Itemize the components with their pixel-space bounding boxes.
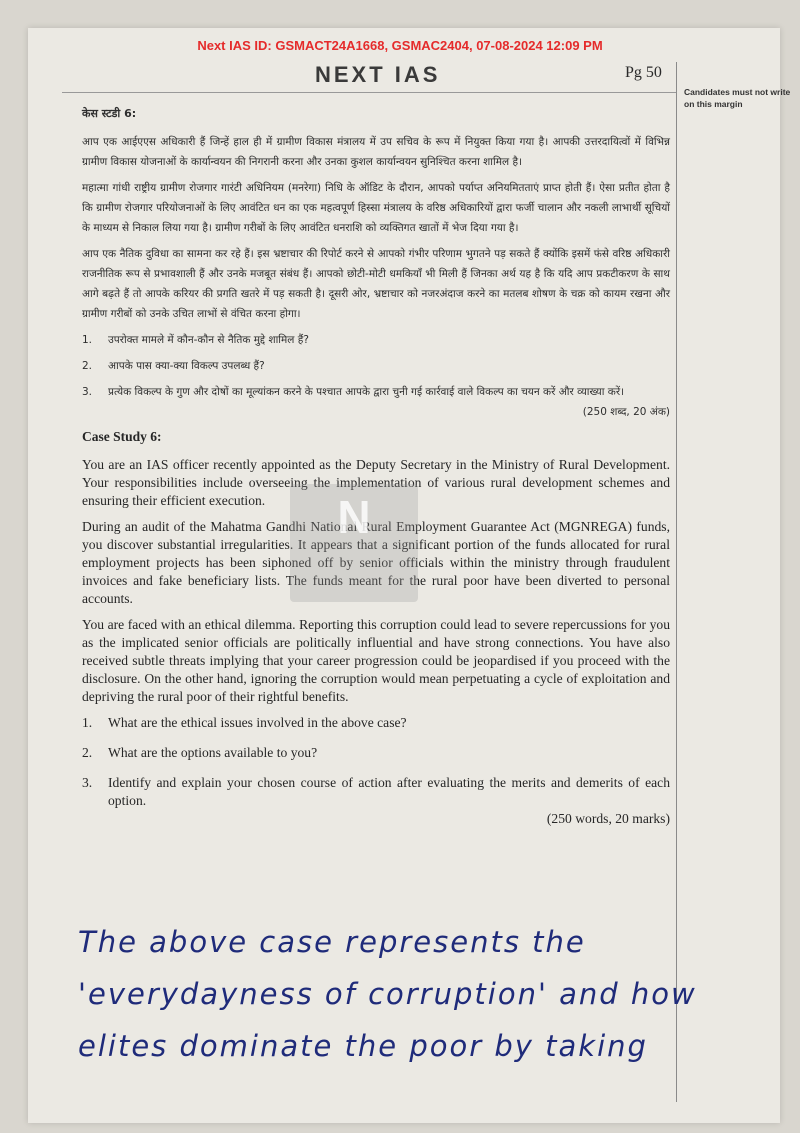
question-text: What are the ethical issues involved in the above case? xyxy=(108,715,407,730)
header-rule xyxy=(62,92,676,93)
question-text: प्रत्येक विकल्प के गुण और दोषों का मूल्यांकन करने के पश्चात आपके द्वारा चुनी गई कार्रवाई वाले विकल्प का चयन करें और व्याख्या करें। xyxy=(108,386,625,398)
hindi-question xyxy=(82,356,670,376)
hindi-paragraph: आप एक आईएएस अधिकारी हैं जिन्हें हाल ही में ग्रामीण विकास मंत्रालय में उप सचिव के रूप में नियुक्त किया गया है। आपकी उत्तरदायित्वों में विभिन्न ग्रामीण विकास योजनाओं के कार्यान्वयन की निगरानी करना और उनका कुशल कार्यान्वयन सुनिश्चित करना शामिल है। xyxy=(82,136,670,168)
watermark-glyph: N xyxy=(337,491,371,543)
hindi-paragraph: आप एक नैतिक दुविधा का सामना कर रहे हैं। इस भ्रष्टाचार की रिपोर्ट करने से आपको गंभीर परिणाम भुगतने पड़ सकते हैं क्योंकि इसमें फंसे वरिष्ठ अधिकारी राजनीतिक रूप से प्रभावशाली हैं और उनके मजबूत संबंध हैं। आपको छोटी-मोटी धमकियाँ भी मिली हैं जिनका अर्थ यह है कि यदि आप प्रकटीकरण के साथ आगे बढ़ते हैं तो आपके करियर की प्रगति खतरे में पड़ सकती है। दूसरी ओर, भ्रष्टाचार को नजरअंदाज करने का मतलब शोषण के चक्र को कायम रखना और ग्रामीण गरीबों को उनके उचित लाभों से वंचित करना होगा। xyxy=(82,248,670,320)
hindi-question xyxy=(82,382,670,422)
english-paragraph: You are faced with an ethical dilemma. Reporting this corruption could lead to severe repercussions for you as the implicated senior officials are politically influential and have strong connections. You have also received subtle threats implying that your career progression could be jeopardised if you proceed with the disclosure. On the other hand, ignoring the corruption would mean perpetuating a cycle of exploitation and depriving the rural poor of their rightful benefits. xyxy=(82,617,670,704)
question-content xyxy=(82,104,670,840)
answer-line: elites dominate the poor by taking xyxy=(78,1029,648,1063)
hindi-section xyxy=(82,104,670,422)
english-questions xyxy=(82,714,670,828)
question-number: 1. xyxy=(82,334,93,346)
question-number: 2. xyxy=(82,360,93,372)
watermark-logo xyxy=(290,484,418,602)
question-text: What are the options available to you? xyxy=(108,745,318,760)
hindi-heading: केस स्टडी 6: xyxy=(82,107,137,120)
question-number: 3. xyxy=(82,386,93,398)
answer-line: The above case represents the xyxy=(78,925,586,959)
english-question xyxy=(82,714,670,732)
hindi-question xyxy=(82,330,670,350)
english-question xyxy=(82,744,670,762)
handwritten-answer xyxy=(78,916,697,1072)
question-text: आपके पास क्या-क्या विकल्प उपलब्ध हैं? xyxy=(108,360,265,372)
answer-line: 'everydayness of corruption' and how xyxy=(78,977,697,1011)
english-paragraph: During an audit of the Mahatma Gandhi National Rural Employment Guarantee Act (MGNREGA) funds, you discover substantial irregularities. It appears that a significant portion of the funds allocated for rural employment projects has been siphoned off by senior officials within the ministry through fraudulent invoices and fake beneficiary lists. The funds meant for the rural poor have been diverted to personal accounts. xyxy=(82,519,670,606)
question-number: 3. xyxy=(82,775,93,790)
brand-logo: NEXT IAS xyxy=(315,62,441,87)
page-number: Pg 50 xyxy=(625,64,662,81)
question-number: 1. xyxy=(82,715,93,730)
hindi-marks: (250 शब्द, 20 अंक) xyxy=(582,406,670,418)
hindi-paragraph: महात्मा गांधी राष्ट्रीय ग्रामीण रोजगार गारंटी अधिनियम (मनरेगा) निधि के ऑडिट के दौरान, आपको पर्याप्त अनियमितताएं प्राप्त होती हैं। ऐसा प्रतीत होता है कि ग्रामीण रोजगार परियोजनाओं के लिए आवंटित धन का एक महत्वपूर्ण हिस्सा मंत्रालय के वरिष्ठ अधिकारियों द्वारा फर्जी चालान और नकली लाभार्थी सूचियों के माध्यम से निकाल लिया गया है। ग्रामीण गरीबों के लिए आवंटित धनराशि को व्यक्तिगत खातों में भेज दिया गया है। xyxy=(82,182,670,234)
english-paragraph: You are an IAS officer recently appointed as the Deputy Secretary in the Ministry of Rural Development. Your responsibilities include overseeing the implementation of various rural development schemes and ensuring their efficient execution. xyxy=(82,457,670,508)
question-number: 2. xyxy=(82,745,93,760)
english-heading: Case Study 6: xyxy=(82,429,162,444)
english-marks: (250 words, 20 marks) xyxy=(546,811,670,826)
candidate-id-line: Next IAS ID: GSMACT24A1668, GSMAC2404, 07-08-2024 12:09 PM xyxy=(197,38,603,53)
margin-instruction: Candidates must not write on this margin xyxy=(684,87,791,109)
english-question xyxy=(82,774,670,828)
question-text: Identify and explain your chosen course of action after evaluating the merits and demerits of each option. xyxy=(108,775,670,808)
question-text: उपरोक्त मामले में कौन-कौन से नैतिक मुद्दे शामिल हैं? xyxy=(108,334,309,346)
hindi-questions xyxy=(82,330,670,422)
